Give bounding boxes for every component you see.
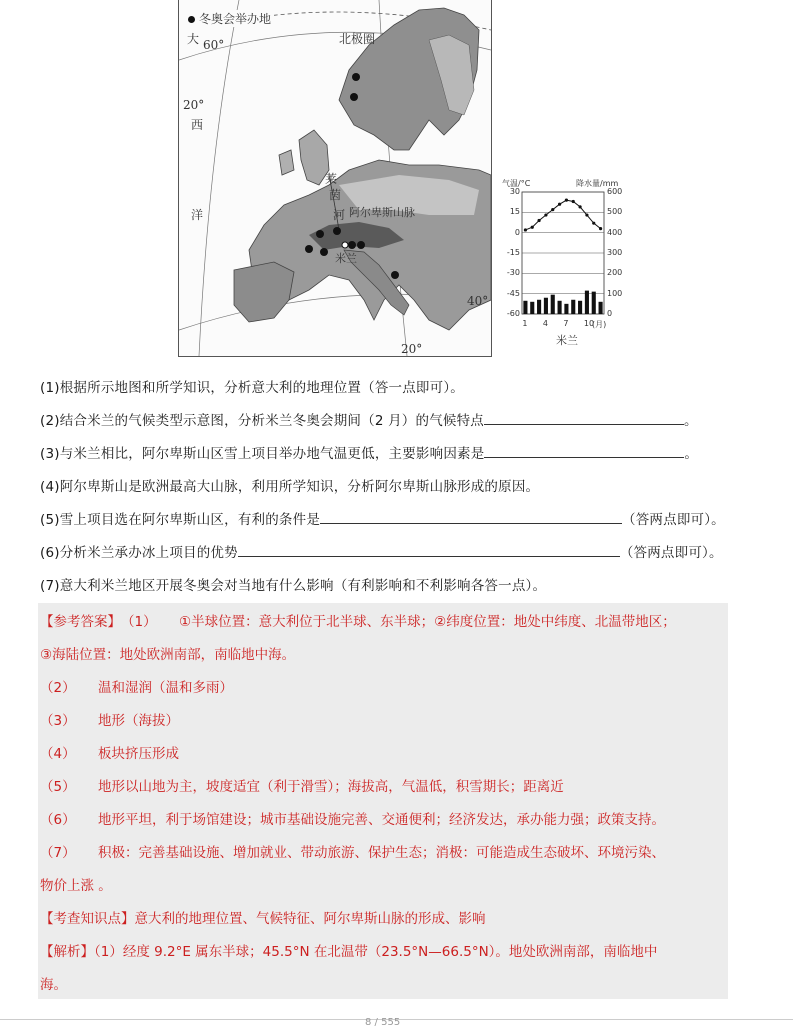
temp-axis-title: 气温/°C bbox=[502, 179, 531, 188]
venue-dot bbox=[320, 248, 328, 256]
precip-bar bbox=[564, 304, 568, 314]
precip-tick-label: 100 bbox=[607, 288, 623, 298]
answer-line-3: （3） 地形（海拔） bbox=[40, 713, 179, 729]
precip-tick-label: 300 bbox=[607, 248, 623, 257]
answer-line-7: （7） 积极：完善基础设施、增加就业、带动旅游、保护生态；消极：可能造成生态破坏、环境污染、 bbox=[40, 845, 665, 861]
precip-bar bbox=[578, 301, 582, 314]
analysis-line-1: 【解析】（1）经度 9.2°E 属东半球；45.5°N 在北温带（23.5°N—66.5°N）。地处欧洲南部，南临地中 bbox=[40, 944, 658, 960]
europe-map bbox=[178, 0, 492, 357]
answer-line-1b: ③海陆位置：地处欧洲南部，南临地中海。 bbox=[40, 647, 296, 663]
question-1: (1)根据所示地图和所学知识，分析意大利的地理位置（答一点即可）。 bbox=[40, 380, 464, 396]
label-milan: 米兰 bbox=[335, 252, 357, 265]
precip-bar bbox=[571, 300, 575, 314]
month-tick-label: 7 bbox=[563, 319, 569, 328]
month-tick-label: 4 bbox=[542, 319, 548, 328]
temperature-point bbox=[599, 227, 602, 230]
temp-tick-label: -60 bbox=[506, 309, 520, 318]
temperature-point bbox=[585, 213, 588, 216]
precip-axis-title: 降水量/mm bbox=[576, 179, 619, 188]
precip-bar bbox=[523, 301, 527, 314]
climate-chart-caption: 米兰 bbox=[556, 334, 578, 347]
temperature-point bbox=[572, 200, 575, 203]
temperature-point bbox=[524, 228, 527, 231]
precip-tick-label: 0 bbox=[607, 309, 613, 318]
precip-tick-label: 400 bbox=[607, 227, 623, 237]
label-rhine-1: 莱 bbox=[325, 172, 338, 186]
analysis-label: 【解析】 bbox=[40, 944, 94, 960]
venue-dot bbox=[357, 241, 365, 249]
question-6: (6)分析米兰承办冰上项目的优势 （答两点即可）。 bbox=[40, 541, 723, 561]
venue-dot bbox=[350, 93, 358, 101]
label-lon20w: 20° bbox=[183, 98, 205, 112]
label-west: 西 bbox=[191, 118, 204, 132]
map-legend-label: 冬奥会举办地 bbox=[199, 12, 272, 26]
venue-dot bbox=[305, 245, 313, 253]
knowledge-points: 【考查知识点】意大利的地理位置、气候特征、阿尔卑斯山脉的形成、影响 bbox=[40, 911, 486, 927]
answer-line-6: （6） 地形平坦，利于场馆建设；城市基础设施完善、交通便利；经济发达，承办能力强；政策支持。 bbox=[40, 812, 665, 828]
knowledge-label: 【考查知识点】 bbox=[40, 911, 135, 927]
temp-tick-label: -45 bbox=[506, 288, 520, 298]
month-tick-label: 10 bbox=[583, 319, 595, 328]
month-tick-label: (月) bbox=[592, 320, 607, 329]
answer-line-1: 【参考答案】（1） ①半球位置：意大利位于北半球、东半球；②纬度位置：地处中纬度、北温带地区； bbox=[40, 614, 676, 630]
milan-city-marker bbox=[342, 242, 348, 248]
map-legend bbox=[185, 10, 274, 27]
temp-tick-label: 0 bbox=[514, 227, 520, 237]
milan-climate-chart bbox=[498, 176, 638, 348]
iberia-land bbox=[234, 262, 294, 322]
precip-bar bbox=[530, 302, 534, 314]
label-ocean-2: 洋 bbox=[191, 208, 204, 222]
venue-dot bbox=[391, 271, 399, 279]
month-tick-label: 1 bbox=[522, 319, 528, 328]
temperature-point bbox=[592, 222, 595, 225]
question-4: (4)阿尔卑斯山是欧洲最高大山脉，利用所学知识，分析阿尔卑斯山脉形成的原因。 bbox=[40, 479, 540, 495]
temperature-point bbox=[531, 226, 534, 229]
precip-bar bbox=[537, 300, 541, 314]
analysis-line-2: 海。 bbox=[40, 977, 67, 993]
question-3: (3)与米兰相比，阿尔卑斯山区雪上项目举办地气温更低，主要影响因素是 。 bbox=[40, 442, 698, 462]
precip-bar bbox=[558, 301, 562, 314]
temp-tick-label: -15 bbox=[506, 248, 520, 257]
venue-dot bbox=[348, 241, 356, 249]
precip-tick-label: 600 bbox=[607, 187, 623, 196]
precip-bar bbox=[551, 295, 555, 314]
temperature-point bbox=[558, 203, 561, 206]
reference-answer-label: 【参考答案】 bbox=[40, 614, 121, 630]
label-lat60: 60° bbox=[203, 38, 225, 52]
label-arctic-circle: 北极圈 bbox=[339, 32, 376, 46]
temperature-point bbox=[544, 213, 547, 216]
answer-line-4: （4） 板块挤压形成 bbox=[40, 746, 179, 762]
venue-dot bbox=[316, 230, 324, 238]
answer-line-5: （5） 地形以山地为主，坡度适宜（利于滑雪）；海拔高，气温低，积雪期长；距离近 bbox=[40, 779, 564, 795]
page-number: 8 / 555 bbox=[365, 1017, 401, 1028]
label-lon20e: 20° bbox=[401, 342, 423, 356]
venue-dot bbox=[352, 73, 360, 81]
answer-line-2: （2） 温和湿润（温和多雨） bbox=[40, 680, 233, 696]
precip-bar bbox=[585, 291, 589, 314]
temp-tick-label: 15 bbox=[509, 207, 520, 217]
temperature-point bbox=[551, 208, 554, 211]
label-rhine-3: 河 bbox=[333, 208, 346, 222]
temperature-point bbox=[537, 219, 540, 222]
venue-dot bbox=[333, 227, 341, 235]
legend-dot-icon bbox=[188, 16, 195, 23]
label-rhine-2: 茵 bbox=[329, 188, 342, 202]
answer-blank[interactable] bbox=[320, 509, 622, 524]
question-7: (7)意大利米兰地区开展冬奥会对当地有什么影响（有利影响和不利影响各答一点）。 bbox=[40, 578, 547, 594]
precip-tick-label: 200 bbox=[607, 268, 623, 278]
answer-blank[interactable] bbox=[484, 410, 684, 425]
temp-tick-label: -30 bbox=[506, 268, 520, 278]
answer-blank[interactable] bbox=[484, 443, 684, 458]
temp-tick-label: 30 bbox=[509, 187, 520, 196]
ireland-land bbox=[279, 150, 294, 175]
lon-20w-line bbox=[199, 0, 239, 356]
answer-line-7b: 物价上涨 。 bbox=[40, 878, 112, 894]
precip-bar bbox=[599, 302, 603, 314]
question-5: (5)雪上项目选在阿尔卑斯山区，有利的条件是 （答两点即可）。 bbox=[40, 508, 725, 528]
precip-tick-label: 500 bbox=[607, 207, 623, 217]
question-2: (2)结合米兰的气候类型示意图，分析米兰冬奥会期间（2 月）的气候特点 。 bbox=[40, 409, 698, 429]
label-lat40: 40° bbox=[467, 294, 489, 308]
temperature-point bbox=[565, 199, 568, 202]
temperature-point bbox=[578, 205, 581, 208]
label-ocean-1: 大 bbox=[187, 32, 200, 46]
precip-bar bbox=[544, 298, 548, 314]
precip-bar bbox=[592, 292, 596, 314]
answer-blank[interactable] bbox=[238, 542, 620, 557]
label-alps: 阿尔卑斯山脉 bbox=[349, 206, 415, 219]
